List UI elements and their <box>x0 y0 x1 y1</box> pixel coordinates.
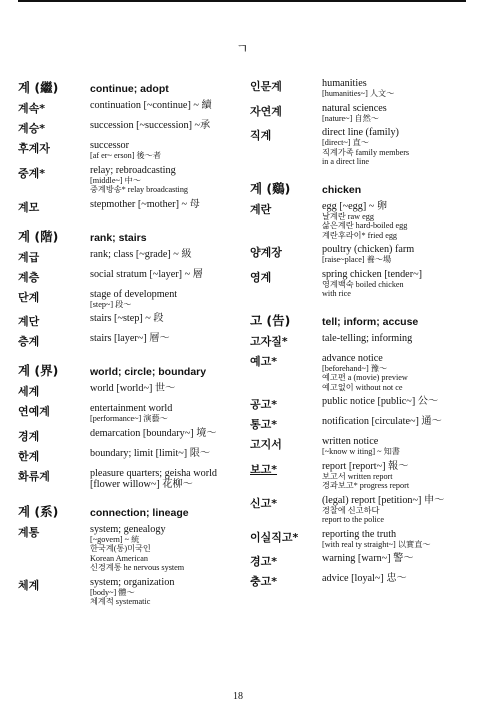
definition-main: system; genealogy <box>90 523 166 535</box>
entry-term: 계승* <box>18 122 46 135</box>
definition-subline: 중계방송* relay broadcasting <box>90 185 189 194</box>
definition-main: tale-telling; informing <box>322 332 413 344</box>
page-number: 18 <box>233 691 243 702</box>
entry-term: 고자질* <box>250 334 288 348</box>
entry-definition <box>90 383 240 399</box>
entry-term: 단계 <box>18 290 40 304</box>
definition-main: humanities <box>322 78 367 89</box>
dictionary-entry <box>250 396 472 412</box>
section-heading <box>250 311 472 329</box>
definition-main: relay; rebroadcasting <box>90 164 176 176</box>
heading-meaning: connection; lineage <box>90 506 189 519</box>
dictionary-entry <box>250 127 472 167</box>
heading-character: 계 (階) <box>18 228 59 244</box>
dictionary-entry <box>18 313 240 329</box>
definition-subline: [beforehand~] 豫～ <box>322 363 388 373</box>
dictionary-entry <box>18 577 240 607</box>
definition-main: poultry (chicken) farm <box>322 244 415 255</box>
dictionary-entry <box>18 269 240 285</box>
dictionary-entry <box>18 383 240 399</box>
definition-main: warning [warn~] 警～ <box>322 553 414 564</box>
heading-character: 계 (鷄) <box>250 180 291 196</box>
entry-definition <box>322 553 472 569</box>
definition-main: successor <box>90 140 130 151</box>
entry-definition <box>90 165 240 195</box>
dictionary-entry <box>18 289 240 310</box>
heading-character: 계 (繼) <box>18 80 59 95</box>
right-column <box>250 78 472 601</box>
entry-term: 계통 <box>18 525 40 539</box>
definition-main: demarcation [boundary~] 境～ <box>90 427 217 439</box>
entry-term: 예고* <box>250 354 278 368</box>
dictionary-entry <box>18 403 240 424</box>
definition-subline: Korean American <box>90 553 148 563</box>
definition-main: reporting the truth <box>322 528 397 540</box>
dictionary-entry <box>18 468 240 490</box>
dictionary-entry <box>18 100 240 116</box>
heading-meaning: world; circle; boundary <box>90 366 207 378</box>
entry-definition <box>90 448 240 464</box>
entry-term: 공고* <box>250 398 278 411</box>
definition-subline: 경과보고* progress report <box>322 481 410 490</box>
definition-main: entertainment world <box>90 403 173 414</box>
entry-term: 영계 <box>250 270 272 284</box>
entry-definition <box>90 577 240 607</box>
definition-subline: with rice <box>322 289 351 298</box>
entry-section <box>250 179 472 299</box>
definition-main: stepmother [~mother] ~ 母 <box>90 198 200 210</box>
entry-term: 자연계 <box>250 104 282 118</box>
definition-subline: 한국계(통)미국인 <box>90 544 151 553</box>
entry-term: 신고* <box>250 496 278 510</box>
entry-term: 직계 <box>250 129 272 142</box>
entry-term: 계단 <box>18 315 40 328</box>
definition-main: written notice <box>322 436 379 447</box>
dictionary-entry <box>250 461 472 491</box>
section-heading <box>18 361 240 379</box>
definition-main: report [report~] 報～ <box>322 460 409 472</box>
dictionary-entry <box>250 78 472 99</box>
entry-definition <box>322 529 472 550</box>
dictionary-entry <box>18 428 240 444</box>
entry-definition <box>322 127 472 167</box>
entry-definition <box>322 461 472 491</box>
dictionary-entry <box>250 353 472 393</box>
entry-definition <box>322 244 472 265</box>
definition-subline: 날계란 raw egg <box>322 211 374 221</box>
dictionary-entry <box>250 436 472 457</box>
entry-section <box>18 502 240 607</box>
definition-main: pleasure quarters; geisha world [flower willow~] 花柳～ <box>90 467 218 490</box>
heading-meaning: rank; stairs <box>90 231 147 244</box>
entry-definition <box>322 333 472 349</box>
definition-subline: 삶은계란 hard-boiled egg <box>322 221 408 230</box>
entry-term: 통고* <box>250 418 278 431</box>
definition-subline: 보고서 written report <box>322 471 393 481</box>
entry-definition <box>90 100 240 116</box>
definition-subline: [with real ty straight~] 以實直～ <box>322 539 431 549</box>
definition-main: world [world~] 世～ <box>90 383 176 394</box>
definition-subline: [performance~] 演藝～ <box>90 414 168 423</box>
entry-term: 인문계 <box>250 80 282 93</box>
dictionary-entry <box>18 333 240 349</box>
entry-term: 중계* <box>18 166 46 180</box>
definition-subline: [~govern] ~ 統 <box>90 534 140 544</box>
section-heading <box>18 227 240 245</box>
definition-subline: [af er~ erson] 後～者 <box>90 151 162 160</box>
entry-term: 이실직고* <box>250 530 299 544</box>
definition-subline: [body~] 體～ <box>90 587 135 597</box>
dictionary-entry <box>250 333 472 349</box>
definition-main: system; organization <box>90 576 175 588</box>
entry-term: 계층 <box>18 270 40 284</box>
definition-subline: [raise~place] 養～場 <box>322 255 392 264</box>
definition-main: rank; class [~grade] ~ 級 <box>90 248 192 260</box>
definition-subline: 체계적 systematic <box>90 597 151 606</box>
dictionary-entry <box>18 120 240 136</box>
heading-meaning: tell; inform; accuse <box>322 315 419 328</box>
entry-term: 연예계 <box>18 405 50 418</box>
entry-definition <box>322 416 472 432</box>
definition-main: boundary; limit [limit~] 限～ <box>90 447 211 459</box>
dictionary-entry <box>250 553 472 569</box>
entry-definition <box>90 289 240 310</box>
entry-definition <box>90 120 240 136</box>
heading-meaning: continue; adopt <box>90 83 169 95</box>
dictionary-entry <box>18 140 240 161</box>
entry-section <box>250 78 472 167</box>
definition-main: public notice [public~] 公～ <box>322 396 439 407</box>
definition-main: advice [loyal~] 忠～ <box>322 573 407 584</box>
entry-term: 보고* <box>250 462 278 476</box>
dictionary-entry <box>250 269 472 299</box>
entry-term: 계속* <box>18 102 46 115</box>
dictionary-entry <box>250 573 472 589</box>
entry-definition <box>322 573 472 589</box>
top-rule <box>18 0 466 8</box>
entry-definition <box>322 269 472 299</box>
entry-term: 세계 <box>18 385 40 398</box>
heading-meaning: chicken <box>322 183 362 196</box>
definition-subline: 직계가족 family members <box>322 147 410 157</box>
entry-definition <box>322 495 472 525</box>
entry-section <box>18 227 240 350</box>
entry-section <box>18 361 240 490</box>
section-letter: ㄱ <box>236 42 249 57</box>
definition-main: natural sciences <box>322 102 387 114</box>
entry-term: 화류계 <box>18 469 50 483</box>
entry-definition <box>90 428 240 444</box>
dictionary-entry <box>250 529 472 550</box>
definition-subline: 경찰에 신고하다 <box>322 505 380 515</box>
entry-definition <box>322 78 472 99</box>
definition-main: egg [~egg] ~ 卵 <box>322 200 388 212</box>
entry-definition <box>90 269 240 285</box>
definition-main: notification [circulate~] 通～ <box>322 416 442 427</box>
section-heading <box>250 179 472 197</box>
dictionary-entry <box>18 249 240 265</box>
entry-term: 계란 <box>250 202 272 216</box>
definition-subline: 예고편 a (movie) preview <box>322 373 408 382</box>
entry-term: 경고* <box>250 555 278 568</box>
definition-main: (legal) report [petition~] 申～ <box>322 494 445 506</box>
definition-subline: [nature~] 自然～ <box>322 113 379 123</box>
entry-term: 계급 <box>18 250 40 264</box>
entry-definition <box>322 353 472 393</box>
left-column <box>18 78 240 619</box>
definition-subline: [direct~] 直～ <box>322 138 369 147</box>
entry-term: 충고* <box>250 575 278 588</box>
definition-subline: [step~] 段～ <box>90 299 132 309</box>
entry-term: 한계 <box>18 449 40 463</box>
definition-main: succession [~succession] ~承 <box>90 120 211 131</box>
entry-definition <box>322 396 472 412</box>
dictionary-entry <box>250 416 472 432</box>
heading-character: 계 (系) <box>18 503 59 519</box>
entry-definition <box>90 468 240 490</box>
definition-subline: 계란후라이* fried egg <box>322 230 398 240</box>
entry-definition <box>90 140 240 161</box>
definition-subline: [middle~] 中～ <box>90 175 142 185</box>
dictionary-entry <box>250 201 472 241</box>
definition-subline: 영계백숙 boiled chicken <box>322 279 404 289</box>
entry-term: 층계 <box>18 335 40 348</box>
entry-term: 고지서 <box>250 438 282 451</box>
definition-main: spring chicken [tender~] <box>322 268 422 280</box>
entry-definition <box>90 333 240 349</box>
entry-term: 양계장 <box>250 246 282 259</box>
entry-term: 경계 <box>18 429 40 443</box>
definition-main: social stratum [~layer] ~ 層 <box>90 268 203 280</box>
entry-definition <box>90 313 240 329</box>
entry-section <box>250 311 472 590</box>
dictionary-entry <box>18 199 240 215</box>
definition-main: direct line (family) <box>322 127 399 138</box>
entry-definition <box>90 199 240 215</box>
dictionary-entry <box>250 495 472 525</box>
section-heading <box>18 78 240 96</box>
dictionary-entry <box>18 165 240 195</box>
dictionary-entry <box>18 524 240 573</box>
definition-main: stairs [layer~] 層～ <box>90 333 170 344</box>
definition-main: advance notice <box>322 352 383 364</box>
entry-definition <box>90 524 240 573</box>
entry-term: 체계 <box>18 578 40 592</box>
definition-subline: [humanities~] 人文～ <box>322 89 395 98</box>
definition-main: stairs [~step] ~ 段 <box>90 313 164 324</box>
heading-character: 계 (界) <box>18 363 59 378</box>
dictionary-entry <box>18 448 240 464</box>
dictionary-entry <box>250 103 472 124</box>
entry-definition <box>322 103 472 124</box>
entry-term: 계모 <box>18 200 40 214</box>
entry-definition <box>322 201 472 241</box>
entry-definition <box>90 249 240 265</box>
entry-term: 후계자 <box>18 142 50 155</box>
entry-definition <box>90 403 240 424</box>
definition-subline: [~know w iting] ~ 知書 <box>322 447 400 456</box>
definition-main: continuation [~continue] ~ 續 <box>90 100 212 111</box>
definition-subline: report to the police <box>322 515 385 524</box>
definition-subline: in a direct line <box>322 157 370 166</box>
definition-subline: 신경계통 he nervous system <box>90 563 185 572</box>
section-heading <box>18 502 240 520</box>
definition-main: stage of development <box>90 288 178 300</box>
entry-definition <box>322 436 472 457</box>
definition-subline: 예고없이 without not ce <box>322 382 403 392</box>
entry-section <box>18 78 240 215</box>
dictionary-entry <box>250 244 472 265</box>
heading-character: 고 (告) <box>250 312 291 328</box>
